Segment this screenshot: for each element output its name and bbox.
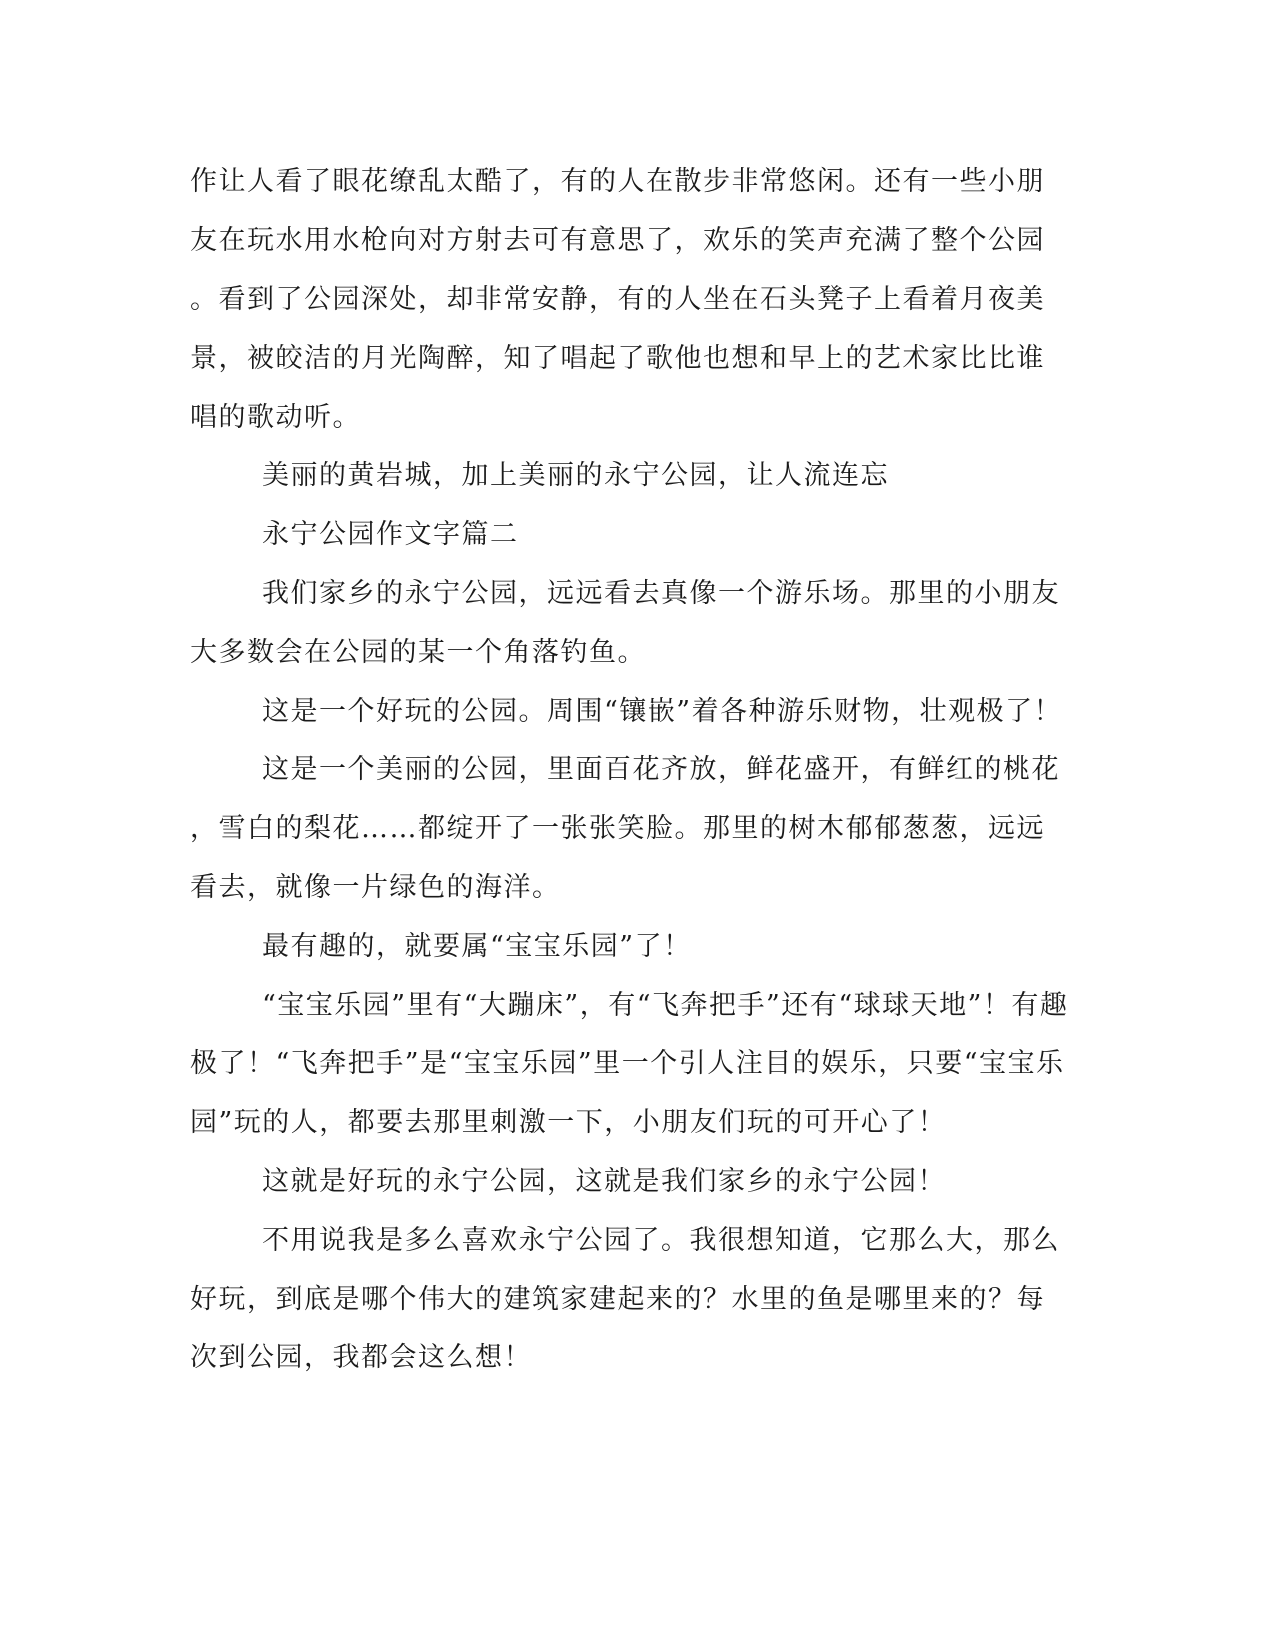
text-line: 唱的歌动听。 [190, 402, 361, 433]
text-line: 这是一个美丽的公园，里面百花齐放，鲜花盛开，有鲜红的桃花 [262, 754, 1060, 785]
text-line: 次到公园，我都会这么想！ [190, 1342, 532, 1373]
text-line: 作让人看了眼花缭乱太酷了，有的人在散步非常悠闲。还有一些小朋 [190, 166, 1045, 197]
text-line: 不用说我是多么喜欢永宁公园了。我很想知道，它那么大，那么 [262, 1225, 1060, 1256]
text-line: 这就是好玩的永宁公园，这就是我们家乡的永宁公园！ [262, 1166, 946, 1197]
text-line: 看去，就像一片绿色的海洋。 [190, 872, 561, 903]
text-line: 友在玩水用水枪向对方射去可有意思了，欢乐的笑声充满了整个公园 [190, 225, 1045, 256]
text-line: 这是一个好玩的公园。周围“镶嵌”着各种游乐财物，壮观极了！ [262, 696, 1063, 727]
text-line: “宝宝乐园”里有“大蹦床”，有“飞奔把手”还有“球球天地”！有趣 [262, 990, 1069, 1021]
text-line: 景，被皎洁的月光陶醉，知了唱起了歌他也想和早上的艺术家比比谁 [190, 343, 1045, 374]
text-line: 我们家乡的永宁公园，远远看去真像一个游乐场。那里的小朋友 [262, 578, 1060, 609]
text-line: 大多数会在公园的某一个角落钓鱼。 [190, 637, 646, 668]
text-line: 极了！“飞奔把手”是“宝宝乐园”里一个引人注目的娱乐，只要“宝宝乐 [190, 1048, 1065, 1079]
text-line: 园”玩的人，都要去那里刺激一下，小朋友们玩的可开心了！ [190, 1107, 947, 1138]
section-heading: 永宁公园作文字篇二 [262, 519, 519, 550]
text-line: 美丽的黄岩城，加上美丽的永宁公园，让人流连忘 [262, 460, 889, 491]
text-line: 。看到了公园深处，却非常安静，有的人坐在石头凳子上看着月夜美 [190, 284, 1045, 315]
text-line: ，雪白的梨花……都绽开了一张张笑脸。那里的树木郁郁葱葱，远远 [190, 813, 1045, 844]
text-line: 最有趣的，就要属“宝宝乐园”了！ [262, 931, 692, 962]
text-line: 好玩，到底是哪个伟大的建筑家建起来的？水里的鱼是哪里来的？每 [190, 1284, 1045, 1315]
